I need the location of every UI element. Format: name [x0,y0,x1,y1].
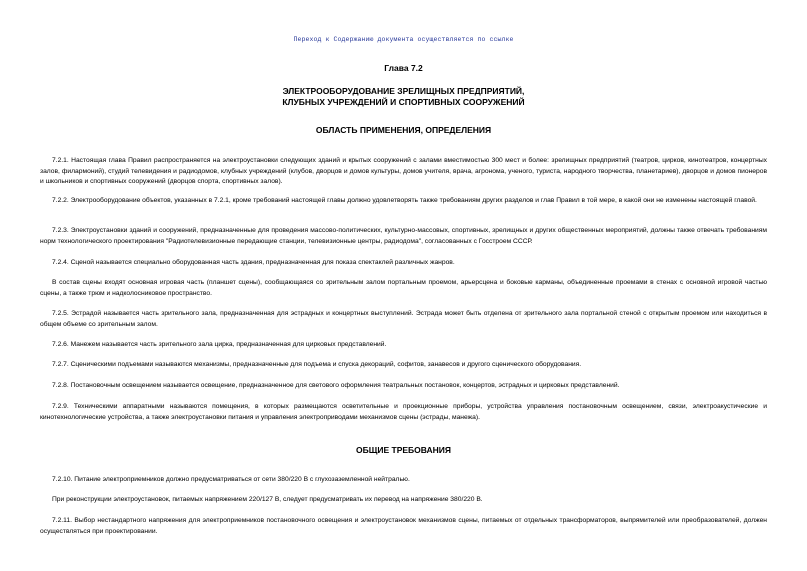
paragraph-7-2-4: 7.2.4. Сценой называется специально оборудованная часть здания, предназначенная для показа спектаклей различных жанров. [52,259,455,266]
paragraph-stage-composition: В состав сцены входят основная игровая часть (планшет сцены), сообщающаяся со зрительным залом портальным проемом, арьерсцена и боковые карманы, объединенные проемами в стенах с основной игровой частью сцены, а также трюм и надколосниковое пространство. [40,279,767,297]
paragraph-7-2-3: 7.2.3. Электроустановки зданий и сооружений, предназначенные для проведения массово-политических, культурно-массовых, спортивных, зрелищных и других общественных мероприятий, должны также отвечать требованиям норм технологического проектирования "Радиотелевизионные передающие станции, телевизионные центры, радиодома", согласованных с Госстроем СССР. [40,227,767,245]
paragraph-7-2-11: 7.2.11. Выбор нестандартного напряжения для электроприемников постановочного освещения и электроустановок механизмов сцены, питаемых от отдельных трансформаторов, выпрямителей или преобразователей, должен осуществляться при проектировании. [40,517,767,535]
section-title-scope: ОБЛАСТЬ ПРИМЕНЕНИЯ, ОПРЕДЕЛЕНИЯ [315,125,492,135]
paragraph-7-2-2: 7.2.2. Электрооборудование объектов, указанных в 7.2.1, кроме требований настоящей главы должно удовлетворять также требованиям других разделов и глав Правил в той мере, в какой они не изменены настоящей главой. [52,197,757,204]
chapter-title-line-2: КЛУБНЫХ УЧРЕЖДЕНИЙ И СПОРТИВНЫХ СООРУЖЕНИЙ [282,96,525,107]
paragraph-7-2-5: 7.2.5. Эстрадой называется часть зрительного зала, предназначенная для эстрадных и концертных выступлений. Эстрада может быть отделена от зрительного зала портальной стеной с открытым проемом или находиться в общем объеме со зрительным залом. [40,310,767,328]
chapter-label: Глава 7.2 [384,63,423,73]
paragraph-reconstruction: При реконструкции электроустановок, питаемых напряжением 220/127 В, следует предусматривать их перевод на напряжение 380/220 В. [52,496,483,503]
paragraph-7-2-7: 7.2.7. Сценическими подъемами называются механизмы, предназначенные для подъема и спуска декораций, софитов, занавесов и другого сценического оборудования. [52,361,582,368]
contents-link[interactable]: Переход к Содержанию документа осуществляется по ссылке [293,36,514,43]
paragraph-7-2-1: 7.2.1. Настоящая глава Правил распространяется на электроустановки следующих зданий и крытых сооружений с залами вместимостью 300 мест и более: зрелищных предприятий (театров, цирков, кинотеатров, концертных залов, филармоний), студий телевидения и радиодомов, клубных учреждений (клубов, дворцов и домов культуры, домов учителя, врача, агронома, ученого, туриста, народного творчества, планетариев), дворцов и домов пионеров и школьников и спортивных сооружений (дворцов спорта, спортивных залов). [40,157,767,186]
paragraph-7-2-9: 7.2.9. Техническими аппаратными называются помещения, в которых размещаются осветительные и проекционные приборы, устройства управления постановочным освещением, связи, электроакустические и кинотехнологические устройства, а также электроустановки питания и управления электроприводами механизмов сцены (эстрады, манежа). [40,403,767,421]
paragraph-7-2-8: 7.2.8. Постановочным освещением называется освещение, предназначенное для светового оформления театральных постановок, концертов, эстрадных и цирковых представлений. [52,382,620,389]
chapter-title [40,86,767,107]
chapter-title-line-1: ЭЛЕКТРООБОРУДОВАНИЕ ЗРЕЛИЩНЫХ ПРЕДПРИЯТИЙ, [282,86,525,96]
paragraph-7-2-6: 7.2.6. Манежем называется часть зрительного зала цирка, предназначенная для цирковых представлений. [52,341,387,348]
paragraph-7-2-10: 7.2.10. Питание электроприемников должно предусматриваться от сети 380/220 В с глухозаземленной нейтралью. [52,476,410,483]
section-title-general: ОБЩИЕ ТРЕБОВАНИЯ [356,445,451,455]
